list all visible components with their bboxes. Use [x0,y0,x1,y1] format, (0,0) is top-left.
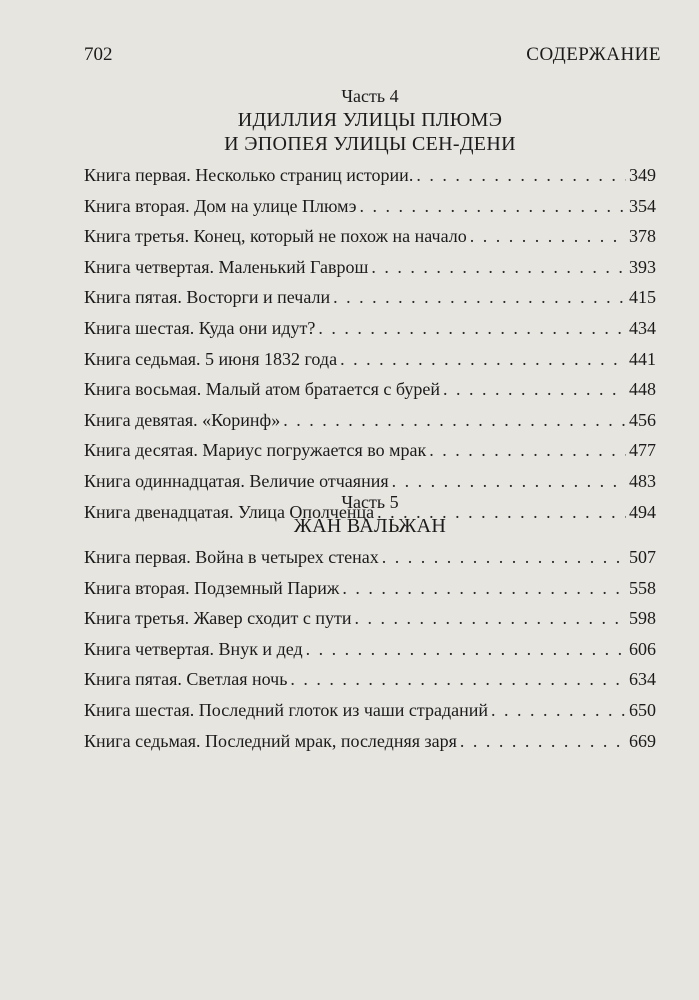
toc-entry [84,282,656,313]
entry-title: Книга третья. Конец, который не похож на начало [84,226,467,247]
dot-leader [429,435,626,466]
toc-entry [84,252,656,283]
entry-page: 378 [629,226,656,247]
entry-page: 634 [629,669,656,690]
dot-leader [283,405,626,436]
entry-page: 456 [629,409,656,430]
entry-title: Книга пятая. Восторги и печали [84,287,331,308]
dot-leader [342,573,626,604]
entry-title: Книга десятая. Мариус погружается во мрак [84,440,427,461]
toc-entry [84,313,656,344]
entry-title: Книга вторая. Дом на улице Плюмэ [84,195,357,216]
entry-page: 606 [629,638,656,659]
toc-entry [84,726,656,757]
dot-leader [460,726,626,757]
toc-entry [84,695,656,726]
entry-page: 558 [629,577,656,598]
toc-entry [84,374,656,405]
page-number: 702 [84,44,113,65]
entry-title: Книга пятая. Светлая ночь [84,669,288,690]
entry-page: 393 [629,256,656,277]
entry-page: 598 [629,608,656,629]
entry-page: 477 [629,440,656,461]
part-title-line-1: ИДИЛЛИЯ УЛИЦЫ ПЛЮМЭ [237,109,503,131]
toc-part-4 [84,84,656,527]
toc-entry [84,221,656,252]
entry-title: Книга шестая. Последний глоток из чаши страданий [84,699,488,720]
dot-leader [371,252,626,283]
entry-title: Книга одиннадцатая. Величие отчаяния [84,470,389,491]
dot-leader [354,603,626,634]
toc-entry [84,160,656,191]
entry-page: 349 [629,165,656,185]
toc-entry [84,344,656,375]
toc-entries [84,542,656,756]
dot-leader [290,664,626,695]
entry-page: 507 [629,547,656,567]
page-header [84,44,661,66]
toc-entry [84,191,656,222]
toc-entry [84,435,656,466]
entry-title: Книга седьмая. 5 июня 1832 года [84,348,338,369]
dot-leader [443,374,626,405]
toc-entry [84,573,656,604]
entry-page: 434 [629,317,656,338]
entry-title: Книга четвертая. Маленький Гаврош [84,256,369,277]
entry-title: Книга двенадцатая. Улица Ополченца [84,501,375,522]
entry-page: 441 [629,348,656,369]
entry-page: 354 [629,195,656,216]
toc-entry [84,542,656,573]
toc-part-5 [84,490,656,756]
entry-title: Книга первая. Война в четырех стенах [84,547,379,567]
toc-entry [84,405,656,436]
part-label: Часть 5 [341,492,399,512]
entry-title: Книга девятая. «Коринф» [84,409,281,430]
toc-entry [84,603,656,634]
dot-leader [382,542,626,573]
entry-page: 483 [629,470,656,491]
toc-entry [84,634,656,665]
entry-page: 669 [629,730,656,751]
dot-leader [360,191,626,222]
running-title: СОДЕРЖАНИЕ [526,44,661,65]
entry-title: Книга восьмая. Малый атом братается с бурей [84,379,440,400]
dot-leader [416,160,626,191]
part-title-line-1: ЖАН ВАЛЬЖАН [293,515,447,537]
dot-leader [333,282,626,313]
part-title-line-2: И ЭПОПЕЯ УЛИЦЫ СЕН-ДЕНИ [224,133,516,155]
entry-title: Книга седьмая. Последний мрак, последняя заря [84,730,457,751]
entry-title: Книга четвертая. Внук и дед [84,638,303,659]
dot-leader [318,313,626,344]
entry-title: Книга первая. Несколько страниц истории. [84,165,414,185]
dot-leader [491,695,626,726]
entry-page: 650 [629,699,656,720]
entry-page: 494 [629,501,656,522]
dot-leader [470,221,626,252]
dot-leader [306,634,626,665]
entry-page: 448 [629,379,656,400]
toc-entry [84,664,656,695]
dot-leader [340,344,626,375]
toc-entries [84,160,656,527]
part-label: Часть 4 [341,86,399,106]
entry-page: 415 [629,287,656,308]
entry-title: Книга шестая. Куда они идут? [84,317,316,338]
entry-title: Книга третья. Жавер сходит с пути [84,608,352,629]
entry-title: Книга вторая. Подземный Париж [84,577,340,598]
